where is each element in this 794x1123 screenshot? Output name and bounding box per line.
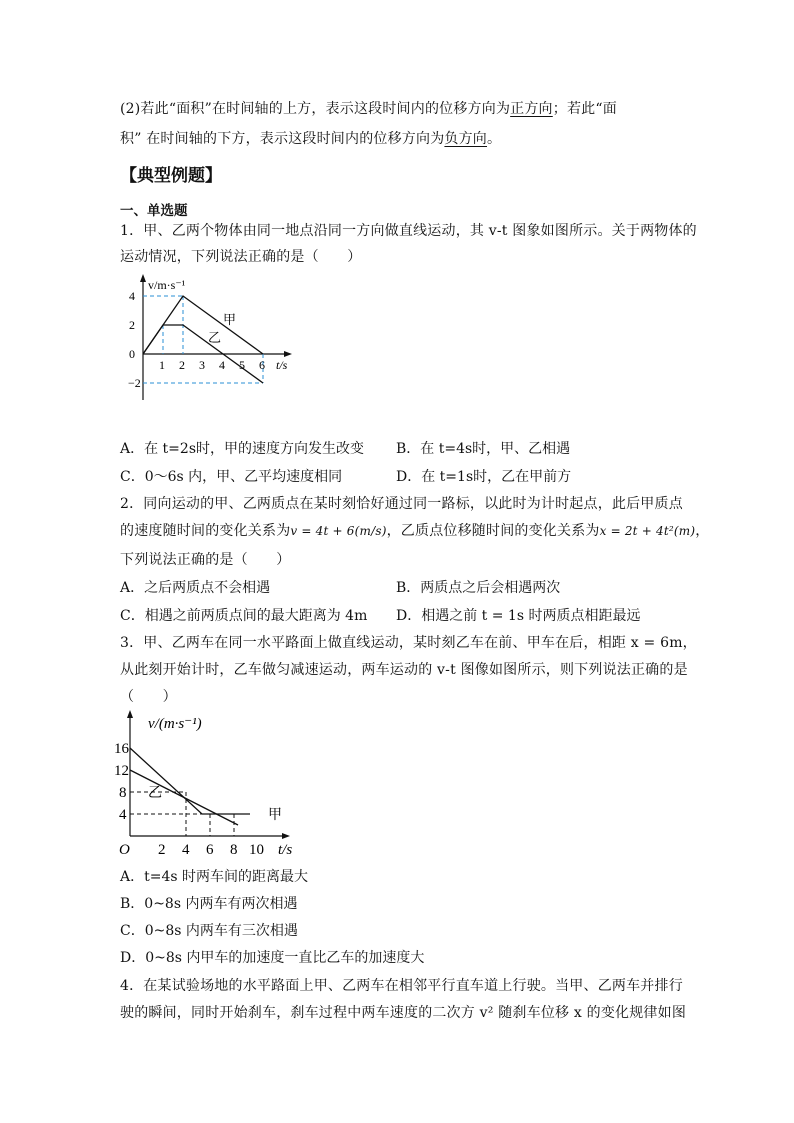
q1-option-a[interactable]: A．在 t=2s时，甲的速度方向发生改变 — [120, 441, 365, 457]
q3-option-d[interactable]: D．0~8s 内甲车的加速度一直比乙车的加速度大 — [120, 950, 425, 966]
q3-stem-line-3: （ ） — [120, 689, 177, 705]
q2-text: ， — [695, 523, 710, 539]
q3-ytick-8: 8 — [119, 785, 127, 801]
section-heading: 【典型例题】 — [120, 166, 222, 186]
q4-stem-line-2: 驶的瞬间，同时开始刹车，刹车过程中两车速度的二次方 v² 随刹车位移 x 的变化规律如图 — [120, 1005, 687, 1021]
q1-xtick-4: 4 — [219, 358, 225, 372]
q1-vt-graph — [128, 272, 300, 406]
q3-x-arrow — [282, 833, 290, 839]
intro-text: ；若此“面 — [552, 101, 617, 117]
q3-origin: O — [119, 842, 130, 858]
q1-option-b[interactable]: B．在 t=4s时，甲、乙相遇 — [396, 441, 571, 457]
q2-option-d[interactable]: D．相遇之前 t = 1s 时两质点相距最远 — [396, 608, 641, 624]
q1-option-c[interactable]: C．0～6s 内，甲、乙平均速度相同 — [120, 469, 343, 485]
intro-text: 积” 在时间轴的下方，表示这段时间内的位移方向为 — [120, 131, 445, 147]
q3-xtick-8: 8 — [230, 842, 238, 858]
q3-x-label: t/s — [278, 842, 293, 858]
q4-stem-line-1: 4．在某试验场地的水平路面上甲、乙两车在相邻平行直车道上行驶。当甲、乙两车并排行 — [120, 978, 683, 994]
intro-text: 。 — [487, 131, 502, 147]
q3-option-b[interactable]: B．0~8s 内两车有两次相遇 — [120, 896, 298, 912]
q1-xtick-5: 5 — [239, 358, 245, 372]
q3-ytick-4: 4 — [119, 807, 127, 823]
q3-ytick-12: 12 — [114, 763, 129, 779]
section-title: 一、单选题 — [120, 203, 188, 219]
q3-ytick-16: 16 — [114, 741, 129, 757]
q3-series-line-jia — [130, 748, 250, 814]
q3-xtick-10: 10 — [249, 842, 264, 858]
answer-positive: 正方向 — [510, 101, 553, 117]
q1-xtick-6: 6 — [259, 358, 265, 372]
intro-line-2 — [120, 128, 501, 148]
q1-xtick-3: 3 — [199, 358, 205, 372]
q3-y-label: v/(m·s⁻¹) — [148, 716, 202, 732]
q3-series-line-yi — [130, 770, 238, 825]
q1-series-line-jia — [143, 296, 263, 354]
q1-xtick-2: 2 — [179, 358, 185, 372]
q2-stem-line-2 — [120, 520, 709, 540]
q1-option-d[interactable]: D．在 t=1s时，乙在甲前方 — [396, 469, 572, 485]
q3-stem-line-1: 3．甲、乙两车在同一水平路面上做直线运动，某时刻乙车在前、甲车在后，相距 x = 6m， — [120, 635, 697, 651]
q3-y-arrow — [127, 710, 133, 718]
q1-stem-line-2: 运动情况，下列说法正确的是（ ） — [120, 249, 362, 265]
q1-y-arrow — [140, 274, 146, 282]
q3-option-c[interactable]: C．0~8s 内两车有三次相遇 — [120, 923, 298, 939]
q3-xtick-6: 6 — [206, 842, 214, 858]
q1-x-arrow — [284, 351, 292, 357]
intro-text: (2)若此“面积”在时间轴的上方，表示这段时间内的位移方向为 — [120, 101, 511, 117]
q3-series-label-yi: 乙 — [148, 786, 162, 801]
q1-series-label-jia: 甲 — [223, 312, 237, 327]
q3-xtick-2: 2 — [158, 842, 166, 858]
q1-ytick-m2: −2 — [128, 376, 141, 390]
q3-series-label-jia: 甲 — [268, 808, 282, 823]
q2-text: 的速度随时间的变化关系为 — [120, 523, 291, 539]
q3-xtick-4: 4 — [182, 842, 190, 858]
q2-stem-line-1: 2．同向运动的甲、乙两质点在某时刻恰好通过同一路标，以此时为计时起点，此后甲质点 — [120, 496, 683, 512]
intro-line-1 — [120, 98, 617, 118]
q1-ytick-4: 4 — [129, 289, 135, 303]
q3-vt-graph — [114, 708, 304, 860]
q2-option-a[interactable]: A．之后两质点不会相遇 — [120, 580, 271, 596]
q1-ytick-2: 2 — [129, 318, 135, 332]
answer-negative: 负方向 — [444, 131, 488, 147]
q1-stem-line-1: 1．甲、乙两个物体由同一地点沿同一方向做直线运动，其 v-t 图象如图所示。关于两物体的 — [120, 223, 697, 239]
q2-text: ，乙质点位移随时间的变化关系为 — [386, 523, 600, 539]
q2-stem-line-3: 下列说法正确的是（ ） — [120, 552, 291, 568]
q1-y-label: v/m·s⁻¹ — [148, 278, 186, 292]
q1-x-label: t/s — [276, 358, 288, 372]
q2-formula-v: v = 4t + 6(m/s) — [290, 524, 387, 538]
q1-series-label-yi: 乙 — [208, 330, 222, 345]
q3-option-a[interactable]: A．t=4s 时两车间的距离最大 — [120, 869, 309, 885]
q1-ytick-0: 0 — [129, 347, 135, 361]
q3-stem-line-2: 从此刻开始计时，乙车做匀减速运动，两车运动的 v-t 图像如图所示，则下列说法正确的是 — [120, 662, 688, 678]
q2-formula-x: x = 2t + 4t²(m) — [599, 524, 696, 538]
q2-option-b[interactable]: B．两质点之后会相遇两次 — [396, 580, 561, 596]
q2-option-c[interactable]: C．相遇之前两质点间的最大距离为 4m — [120, 608, 368, 624]
q1-xtick-1: 1 — [159, 358, 165, 372]
